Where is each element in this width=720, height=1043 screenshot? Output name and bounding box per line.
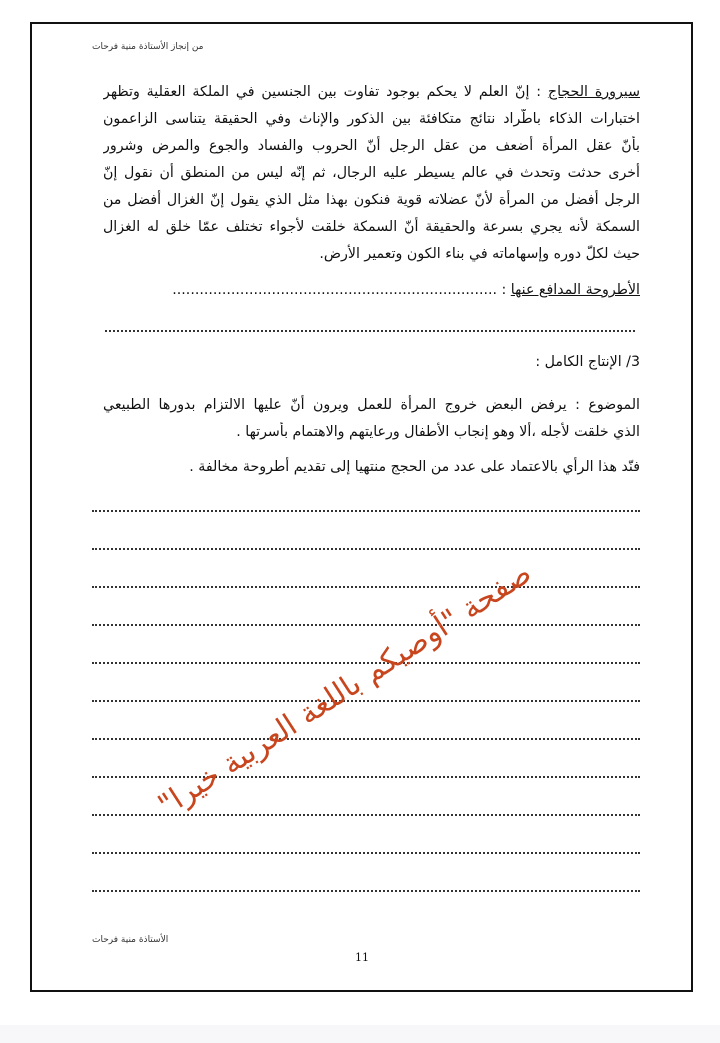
argument-line-4: أخرى حدثت وتحدث في عالم يسيطر عليه الرجال، ثم إنّه ليس من المنطق أن نقول إنّ <box>103 165 640 181</box>
answer-line <box>92 852 640 854</box>
argument-line-6: السمكة لأنه يجري بسرعة والحقيقة أنّ السمكة خلقت لأجواء تختلف عمّا خلق له الغزال <box>103 219 640 235</box>
thesis-blank: : ........................................................................ <box>172 282 507 298</box>
instruction: فنّد هذا الرأي بالاعتماد على عدد من الحجج منتهيا إلى تقديم أطروحة مخالفة . <box>189 459 640 475</box>
answer-line <box>92 738 640 740</box>
argument-line-3: بأنّ عقل المرأة أضعف من عقل الرجل أنّ الحروب والفساد والجوع والمرض وشرور <box>103 138 640 154</box>
argument-line-5: الرجل أفضل من المرأة لأنّ عضلاته قوية فنكون بهذا مثل الذي يقول إنّ الغزال أفضل من <box>103 192 640 208</box>
page-number: 11 <box>355 951 369 964</box>
thesis-label: الأطروحة المدافع عنها <box>510 282 640 298</box>
argument-label: سيرورة الحجاج <box>547 84 640 100</box>
argument-line-2: اختبارات الذكاء باطّراد نتائج متكافئة بين الذكور والإناث وفي الحقيقة يتناسى الزاعمون <box>103 111 640 127</box>
header-author: من إنجاز الأستاذة منية فرحات <box>92 42 204 52</box>
answer-line <box>92 890 640 892</box>
footer-author: الأستاذة منية فرحات <box>92 935 169 945</box>
argument-line-7: حيث لكلّ دوره وإسهاماته في بناء الكون وتعمير الأرض. <box>319 246 640 262</box>
answer-line <box>92 548 640 550</box>
watermark: صفحة "أوصيكم باللغة العربية خيرا" <box>152 555 538 824</box>
argument-line-1: سيرورة الحجاج : إنّ العلم لا يحكم بوجود تفاوت بين الجنسين في الملكة العقلية وتظهر <box>103 84 640 100</box>
thesis-line <box>103 280 640 300</box>
topic-line-2: الذي خلقت لأجله ،ألا وهو إنجاب الأطفال ورعايتهم والاهتمام بأسرتها . <box>236 424 640 440</box>
production-heading: 3/ الإنتاج الكامل : <box>535 354 640 370</box>
answer-line <box>92 700 640 702</box>
answer-line <box>92 510 640 512</box>
topic-line-1: الموضوع : يرفض البعض خروج المرأة للعمل ويرون أنّ عليها الالتزام بدورها الطبيعي <box>103 397 640 413</box>
answer-line <box>92 776 640 778</box>
answer-line <box>92 624 640 626</box>
answer-line <box>92 586 640 588</box>
answer-line <box>105 330 635 332</box>
